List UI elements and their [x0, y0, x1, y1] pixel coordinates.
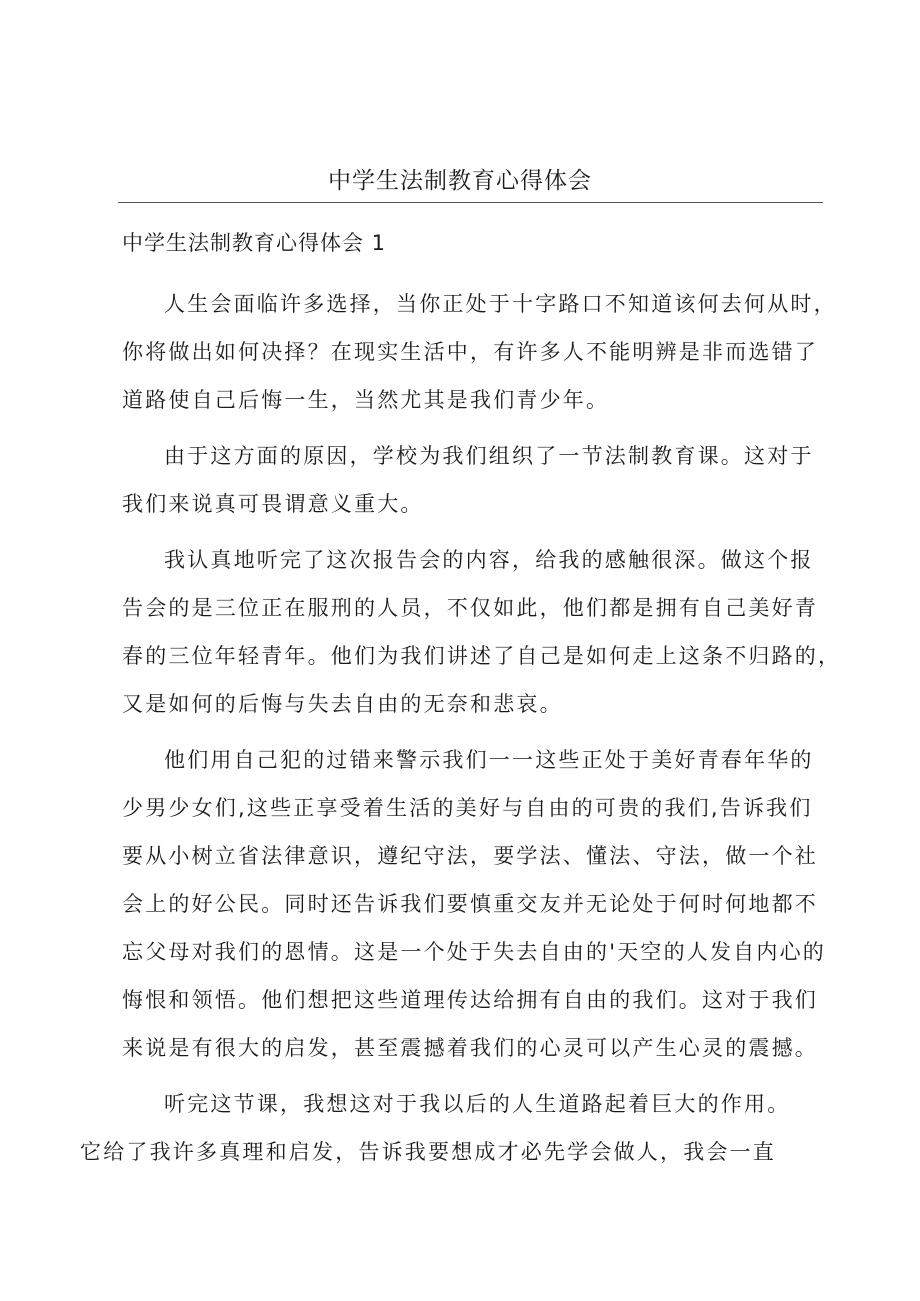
text-line: 要从小树立省法律意识，遵纪守法，要学法、懂法、守法，做一个社 [122, 844, 818, 868]
text-line: 春的三位年轻青年。他们为我们讲述了自己是如何走上这条不归路的， [122, 644, 842, 668]
text-line: 少男少女们,这些正享受着生活的美好与自由的可贵的我们,告诉我们 [122, 796, 813, 820]
text-line: 悔恨和领悟。他们想把这些道理传达给拥有自由的我们。这对于我们 [122, 988, 818, 1012]
document-title: 中学生法制教育心得体会 [328, 168, 592, 194]
paragraph [122, 432, 824, 528]
text-line: 他们用自己犯的过错来警示我们一一这些正处于美好青春年华的 [164, 748, 814, 772]
text-line: 又是如何的后悔与失去自由的无奈和悲哀。 [122, 692, 563, 716]
text-line: 由于这方面的原因，学校为我们组织了一节法制教育课。这对于 [164, 444, 814, 468]
text-line: 告会的是三位正在服刑的人员，不仅如此，他们都是拥有自己美好青 [122, 596, 818, 620]
document-body [80, 228, 842, 1176]
text-line: 它给了我许多真理和启发，告诉我要想成才必先学会做人，我会一直 [80, 1140, 776, 1164]
text-line: 忘父母对我们的恩情。这是一个处于失去自由的'天空的人发自内心的 [122, 940, 826, 964]
text-line: 道路使自己后悔一生，当然尤其是我们青少年。 [122, 388, 610, 412]
text-line: 人生会面临许多选择，当你正处于十字路口不知道该何去何从时， [164, 292, 837, 316]
paragraph [80, 1080, 824, 1176]
text-line: 你将做出如何决择？在现实生活中，有许多人不能明辨是非而选错了 [122, 340, 818, 364]
text-line: 听完这节课，我想这对于我以后的人生道路起着巨大的作用。 [164, 1092, 791, 1116]
paragraph [122, 280, 837, 424]
text-line: 来说是有很大的启发，甚至震撼着我们的心灵可以产生心灵的震撼。 [122, 1036, 818, 1060]
section-heading: 中学生法制教育心得体会 1 [122, 231, 387, 255]
paragraph [122, 736, 824, 1072]
text-line: 会上的好公民。同时还告诉我们要慎重交友并无论处于何时何地都不 [122, 892, 818, 916]
text-line: 我认真地听完了这次报告会的内容，给我的感触很深。做这个报 [164, 548, 814, 572]
paragraph [122, 536, 842, 728]
text-line: 我们来说真可畏谓意义重大。 [122, 492, 424, 516]
title-divider [118, 202, 823, 203]
